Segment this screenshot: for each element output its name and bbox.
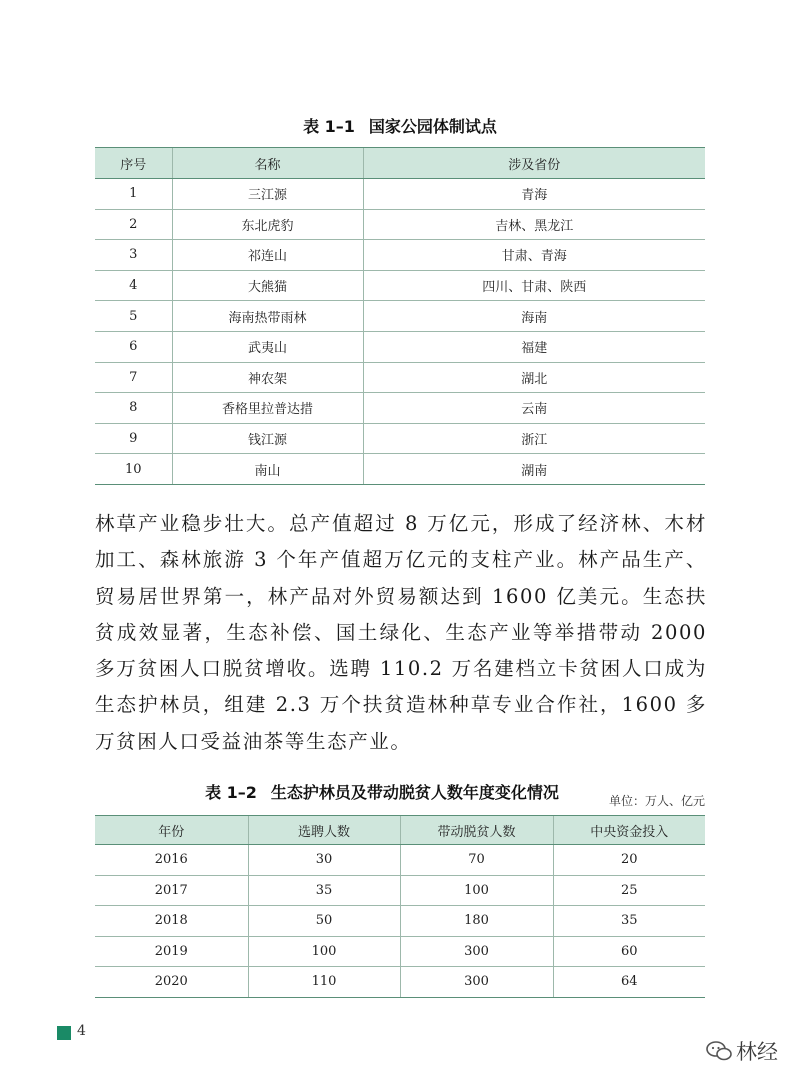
table1-cell: 祁连山 [172,240,363,271]
table1-cell: 5 [95,301,172,332]
table1-cell: 福建 [363,331,705,362]
table2-cell: 2019 [95,936,248,967]
table2-header-cell: 选聘人数 [248,816,400,845]
table2-row [95,936,705,967]
table2-cell: 60 [553,936,705,967]
table1-cell: 神农架 [172,362,363,393]
table2-cell: 180 [400,906,553,937]
table2-cell: 300 [400,967,553,998]
table2-cell: 2016 [95,845,248,876]
table2-row [95,906,705,937]
table1-cell: 南山 [172,454,363,485]
table1-cell: 湖北 [363,362,705,393]
table1-title: 国家公园体制试点 [368,117,497,136]
table1-number: 表 1–1 [303,117,355,136]
table1-cell: 东北虎豹 [172,209,363,240]
table2-cell: 110 [248,967,400,998]
table1-cell: 大熊猫 [172,270,363,301]
table2-cell: 100 [400,875,553,906]
table2-cell: 70 [400,845,553,876]
table2-cell: 2017 [95,875,248,906]
table2-row [95,967,705,998]
table1-row [95,362,705,393]
table1-cell: 青海 [363,179,705,210]
table1-cell: 四川、甘肃、陕西 [363,270,705,301]
table2 [95,815,705,998]
table1-header-row [95,148,705,179]
table1-row [95,423,705,454]
table2-cell: 100 [248,936,400,967]
table2-header-cell: 年份 [95,816,248,845]
table1-cell: 10 [95,454,172,485]
table2-cell: 64 [553,967,705,998]
table1-header-cell: 序号 [95,148,172,179]
page-number: 4 [77,1023,86,1039]
table2-header-cell: 中央资金投入 [553,816,705,845]
table2-cell: 2018 [95,906,248,937]
table1-caption [0,114,800,137]
table2-row [95,845,705,876]
table1-row [95,179,705,210]
table1-cell: 海南热带雨林 [172,301,363,332]
table1-row [95,240,705,271]
table2-cell: 50 [248,906,400,937]
table1-cell: 云南 [363,393,705,424]
table1-header-cell: 名称 [172,148,363,179]
table2-cell: 20 [553,845,705,876]
table1-cell: 浙江 [363,423,705,454]
table1-cell: 吉林、黑龙江 [363,209,705,240]
table1 [95,147,705,485]
wechat-icon [706,1040,732,1062]
table1-cell: 7 [95,362,172,393]
table1-cell: 9 [95,423,172,454]
table2-header-cell: 带动脱贫人数 [400,816,553,845]
table1-cell: 8 [95,393,172,424]
table1-cell: 钱江源 [172,423,363,454]
table1-row [95,393,705,424]
table2-cell: 35 [248,875,400,906]
table1-row [95,270,705,301]
watermark-text: 林经 [736,1040,778,1064]
table2-number: 表 1–2 [205,783,257,802]
table1-cell: 香格里拉普达措 [172,393,363,424]
table2-unit: 单位：万人、亿元 [608,794,705,808]
page-marker-square [57,1026,71,1040]
table2-cell: 35 [553,906,705,937]
table2-cell: 25 [553,875,705,906]
table1-row [95,454,705,485]
table2-row [95,875,705,906]
watermark [706,1036,778,1066]
table2-cell: 2020 [95,967,248,998]
table1-row [95,331,705,362]
table1-cell: 湖南 [363,454,705,485]
table1-cell: 甘肃、青海 [363,240,705,271]
table1-cell: 2 [95,209,172,240]
table1-cell: 4 [95,270,172,301]
table1-cell: 3 [95,240,172,271]
table2-header-row [95,816,705,845]
table1-row [95,209,705,240]
table2-title: 生态护林员及带动脱贫人数年度变化情况 [270,783,559,802]
table1-cell: 三江源 [172,179,363,210]
table2-cell: 30 [248,845,400,876]
table1-header-cell: 涉及省份 [363,148,705,179]
table1-cell: 6 [95,331,172,362]
table1-row [95,301,705,332]
table2-cell: 300 [400,936,553,967]
table1-cell: 武夷山 [172,331,363,362]
body-paragraph: 林草产业稳步壮大。总产值超过 8 万亿元，形成了经济林、木材加工、森林旅游 3 个年产值超万亿元的支柱产业。林产品生产、贸易居世界第一，林产品对外贸易额达到 1600 亿美元。生态扶贫成效显著，生态补偿、国土绿化、生态产业等举措带动 2000 多万贫困人口脱贫增收。选聘 110.2 万名建档立卡贫困人口成为生态护林员，组建 2.3 万个扶贫造林种草专业合作社，1600 多万贫困人口受益油茶等生态产业。 [95,512,707,753]
table1-cell: 1 [95,179,172,210]
table1-cell: 海南 [363,301,705,332]
